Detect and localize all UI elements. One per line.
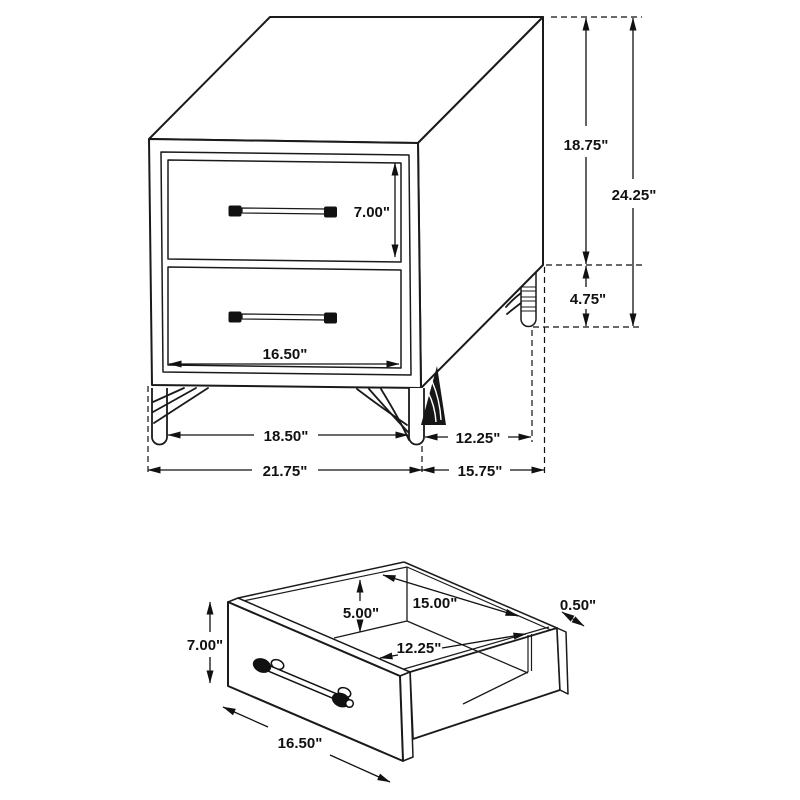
dim-label: 7.00"	[186, 637, 224, 654]
handle-bar	[242, 314, 326, 320]
nightstand-front-left-leg	[152, 388, 208, 445]
dim-label: 12.25"	[396, 640, 442, 657]
dim-arrow	[330, 755, 390, 782]
dim-arrow	[380, 655, 398, 658]
dim-arrow	[223, 707, 268, 727]
handle-cap	[229, 206, 242, 217]
handle-cap	[229, 312, 242, 323]
dim-label: 18.75"	[563, 137, 609, 154]
dim-label: 4.75"	[569, 291, 607, 308]
dim-side-leg-spacing	[425, 430, 531, 447]
dim-label: 12.25"	[455, 430, 501, 447]
interior-floor-left-edge	[334, 621, 407, 638]
dim-label: 7.00"	[353, 204, 390, 221]
dim-drawer-height	[187, 602, 223, 683]
handle-cap	[324, 207, 337, 218]
drawer-left-wall-rim-outer	[238, 562, 404, 598]
dim-arrow	[562, 612, 584, 626]
handle-bar	[242, 208, 326, 214]
open-drawer-figure	[187, 562, 596, 782]
dim-overall-depth	[422, 463, 544, 480]
dim-label: 18.50"	[263, 428, 309, 445]
dim-overall-height	[612, 18, 657, 326]
dim-label: 0.50"	[559, 597, 597, 614]
handle-screw	[346, 700, 354, 708]
dim-label: 5.00"	[342, 605, 380, 622]
dim-label: 24.25"	[611, 187, 657, 204]
dim-label: 15.00"	[412, 595, 458, 612]
nightstand-figure	[148, 17, 656, 480]
dim-label: 15.75"	[457, 463, 503, 480]
dim-side-thickness	[560, 597, 596, 626]
leg-rod	[381, 389, 409, 440]
dim-interior-width	[383, 575, 518, 616]
dim-leg-height	[570, 266, 606, 326]
dim-label: 16.50"	[262, 346, 308, 363]
handle-cap	[324, 313, 337, 324]
dim-interior-height	[343, 580, 379, 632]
dim-front-leg-spacing	[168, 428, 408, 445]
dim-body-height	[564, 18, 609, 264]
dim-overall-width	[148, 463, 422, 480]
leg-cylinder	[409, 388, 424, 445]
drawer-left-wall-rim-inner	[243, 567, 407, 601]
dim-label: 21.75"	[262, 463, 308, 480]
dim-label: 16.50"	[277, 735, 323, 752]
